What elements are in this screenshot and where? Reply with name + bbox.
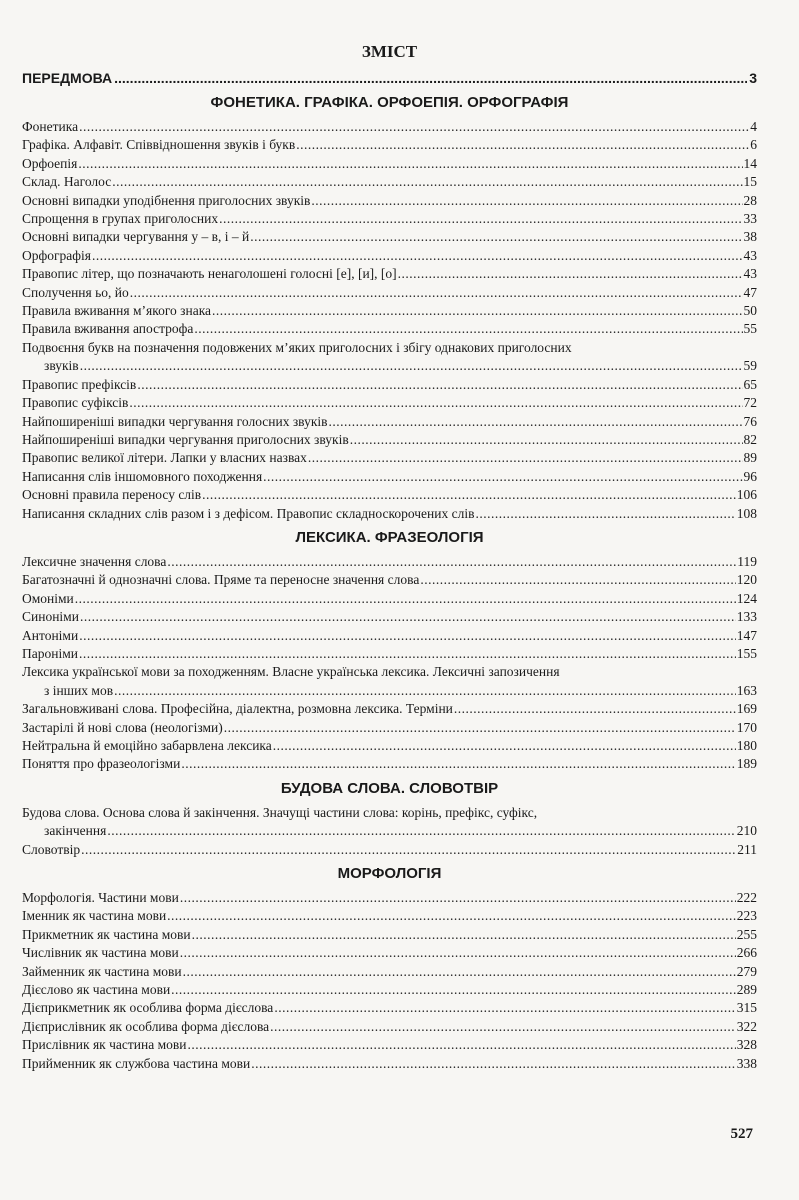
toc-entry [22,889,757,907]
leader-dots [79,118,749,136]
toc-entry [22,1055,757,1073]
toc-entry [22,486,757,504]
leader-dots [167,907,736,925]
entry-page: 106 [736,487,757,503]
entry-title: Іменник як частина мови [22,908,167,924]
intro-label: ПЕРЕДМОВА [22,70,113,86]
toc-entry [22,228,757,246]
toc-entry [22,645,757,663]
entry-title: Фонетика [22,119,79,134]
toc-entry [22,192,757,210]
leader-dots [75,590,736,608]
entry-page: 38 [743,229,757,245]
entry-title: Загальновживані слова. Професійна, діалектна, розмовна лексика. Терміни [22,701,453,717]
leader-dots [219,210,742,228]
entry-page: 120 [736,572,757,588]
entry-title: Багатозначні й однозначні слова. Пряме та переносне значення слова [22,572,420,588]
entry-title: Найпоширеніші випадки чергування приголосних звуків [22,431,349,447]
toc-entry [22,118,757,136]
entry-page: 33 [743,211,757,227]
entry-title: Спрощення в групах приголосних [22,211,219,227]
entry-title: Найпоширеніші випадки чергування голосних звуків [22,413,328,429]
leader-dots [263,468,742,486]
entry-title: Написання складних слів разом і з дефісом. Правопис складноскорочених слів [22,505,475,521]
leader-dots [454,700,736,718]
toc-entry [22,926,757,944]
leader-dots [92,247,743,265]
toc-entry [22,247,757,265]
entry-page: 82 [743,431,757,447]
leader-dots [78,155,742,173]
toc-entry [22,320,757,338]
entry-title: Антоніми [22,627,79,643]
entry-page: 6 [750,137,757,153]
entry-page: 65 [743,376,757,392]
entry-title: Орфографія [22,247,91,263]
toc-entry [22,663,757,700]
leader-dots [270,1018,736,1036]
leader-dots [192,926,736,944]
toc-entry [22,553,757,571]
leader-dots [296,136,749,154]
section-heading: МОРФОЛОГІЯ [337,865,442,883]
entry-title: Графіка. Алфавіт. Співвідношення звуків і букв [22,137,296,153]
entry-page: 255 [736,926,757,942]
leader-dots [137,376,742,394]
entry-title: Правопис літер, що позначають ненаголошені голосні [е], [и], [о] [22,266,397,282]
entry-title: Застарілі й нові слова (неологізми) [22,719,223,735]
entry-title: Основні правила переносу слів [22,487,202,503]
entry-page: 47 [743,284,757,300]
leader-dots [329,413,743,431]
toc-entry [22,468,757,486]
toc-entry [22,302,757,320]
entry-title: Правила вживання апострофа [22,321,194,337]
entry-page: 338 [736,1055,757,1071]
leader-dots [180,944,736,962]
entry-title-continued: з інших мов [44,682,114,698]
toc-entry [22,265,757,283]
page-title: ЗМІСТ [361,42,418,61]
section-heading: ФОНЕТИКА. ГРАФІКА. ОРФОЕПІЯ. ОРФОГРАФІЯ [210,94,569,111]
leader-dots [274,999,735,1017]
entry-page: 89 [743,450,757,466]
entry-page: 211 [737,841,757,857]
toc-entry [22,210,757,228]
section-heading: БУДОВА СЛОВА. СЛОВОТВІР [280,779,499,797]
entry-title: Основні випадки уподібнення приголосних звуків [22,192,311,208]
entry-page: 315 [736,1000,757,1016]
entry-page: 96 [743,468,757,484]
entry-page: 163 [736,682,757,698]
leader-dots [114,682,736,700]
entry-page: 43 [743,247,757,263]
entry-page: 28 [743,192,757,208]
entry-page: 223 [736,908,757,924]
leader-dots [475,505,735,523]
entry-title: Будова слова. Основа слова й закінчення. Значущі частини слова: корінь, префікс, суфікс, [22,804,538,820]
leader-dots [188,1036,736,1054]
entry-title: Правопис суфіксів [22,395,129,411]
leader-dots [129,394,742,412]
toc-entry [22,136,757,154]
entry-page: 210 [736,823,757,839]
toc-entry [22,155,757,173]
toc-entry [22,804,757,841]
toc-entry [22,755,757,773]
toc-entry [22,1036,757,1054]
toc-entry [22,999,757,1017]
section-heading: ЛЕКСИКА. ФРАЗЕОЛОГІЯ [295,528,484,546]
entry-title: Дієприслівник як особлива форма дієслова [22,1018,270,1034]
entry-title: Лексичне значення слова [22,553,167,569]
entry-title: Сполучення ьо, йо [22,284,129,300]
leader-dots [114,68,747,88]
toc-entry [22,841,757,859]
toc-entry [22,173,757,191]
entry-title-continued: закінчення [44,823,107,839]
page-number: 527 [730,1126,753,1142]
entry-page: 43 [743,266,757,282]
entry-title: Склад. Наголос [22,174,112,190]
leader-dots [180,889,736,907]
toc-entry [22,719,757,737]
toc-entry [22,339,757,376]
leader-dots [224,719,736,737]
entry-page: 328 [736,1037,757,1053]
toc-entry [22,449,757,467]
leader-dots [80,608,736,626]
toc-entry [22,608,757,626]
leader-dots [311,192,742,210]
entry-page: 55 [743,321,757,337]
entry-title: Числівник як частина мови [22,945,179,961]
leader-dots [79,645,736,663]
entry-page: 59 [743,358,757,374]
entry-page: 169 [736,701,757,717]
toc-entry [22,431,757,449]
entry-page: 189 [736,756,757,772]
toc-intro-entry [22,68,757,88]
entry-page: 14 [743,155,757,171]
entry-page: 50 [743,303,757,319]
toc-entry [22,627,757,645]
entry-title: Омоніми [22,590,74,606]
entry-title: Прикметник як частина мови [22,926,191,942]
leader-dots [308,449,743,467]
entry-title: Правопис префіксів [22,376,137,392]
entry-title: Орфоепія [22,155,78,171]
entry-page: 170 [736,719,757,735]
leader-dots [251,1055,736,1073]
leader-dots [167,553,736,571]
toc-page [22,42,757,1073]
leader-dots [398,265,743,283]
entry-page: 72 [743,395,757,411]
entry-page: 147 [736,627,757,643]
toc-entry [22,700,757,718]
entry-page: 155 [736,645,757,661]
leader-dots [130,284,743,302]
entry-title: Прислівник як частина мови [22,1037,187,1053]
entry-title: Правопис великої літери. Лапки у власних назвах [22,450,307,466]
entry-title: Нейтральна й емоційно забарвлена лексика [22,738,272,753]
entry-page: 124 [736,590,757,606]
leader-dots [107,822,735,840]
entry-title: Займенник як частина мови [22,963,182,979]
entry-page: 322 [736,1018,757,1034]
entry-page: 133 [736,609,757,625]
toc-entry [22,571,757,589]
toc-entry [22,907,757,925]
entry-page: 15 [743,174,757,190]
entry-page: 289 [736,982,757,998]
leader-dots [112,173,742,191]
entry-title: Написання слів іншомовного походження [22,468,263,484]
leader-dots [273,737,736,755]
leader-dots [79,627,736,645]
toc-entry [22,1018,757,1036]
leader-dots [80,357,743,375]
toc-entry [22,963,757,981]
entry-page: 4 [750,119,757,134]
entry-title: Дієприкметник як особлива форма дієслова [22,1000,274,1016]
entry-title: Поняття про фразеологізми [22,756,181,772]
entry-page: 180 [736,738,757,753]
leader-dots [212,302,742,320]
entry-page: 108 [736,505,757,521]
toc-entry [22,737,757,755]
toc-entry [22,981,757,999]
entry-title: Основні випадки чергування у – в, і – й [22,229,250,245]
entry-title: Правила вживання м’якого знака [22,303,212,319]
intro-page: 3 [749,70,757,86]
entry-title: Лексика української мови за походженням. Власне українська лексика. Лексичні запозичення [22,664,560,680]
entry-page: 266 [736,945,757,961]
toc-entry [22,284,757,302]
toc-entry [22,944,757,962]
entry-title: Дієслово як частина мови [22,982,171,998]
toc-sections [22,92,757,1073]
entry-page: 279 [736,963,757,979]
entry-title: Прийменник як службова частина мови [22,1055,251,1071]
leader-dots [171,981,736,999]
leader-dots [183,963,736,981]
leader-dots [194,320,742,338]
entry-page: 222 [736,890,757,906]
entry-page: 76 [743,413,757,429]
entry-title: Словотвір [22,841,81,857]
entry-page: 119 [737,553,757,569]
leader-dots [81,841,736,859]
entry-title: Пароніми [22,645,78,661]
toc-entry [22,413,757,431]
toc-entry [22,505,757,523]
leader-dots [420,571,735,589]
entry-title: Синоніми [22,609,79,625]
toc-entry [22,394,757,412]
leader-dots [250,228,742,246]
leader-dots [181,755,735,773]
entry-title: Подвоєння букв на позначення подовжених м’яких приголосних і збігу однакових приголосних [22,339,572,355]
entry-title-continued: звуків [44,358,79,374]
entry-title: Морфологія. Частини мови [22,890,179,906]
toc-entry [22,376,757,394]
toc-entry [22,590,757,608]
leader-dots [202,486,736,504]
leader-dots [350,431,743,449]
